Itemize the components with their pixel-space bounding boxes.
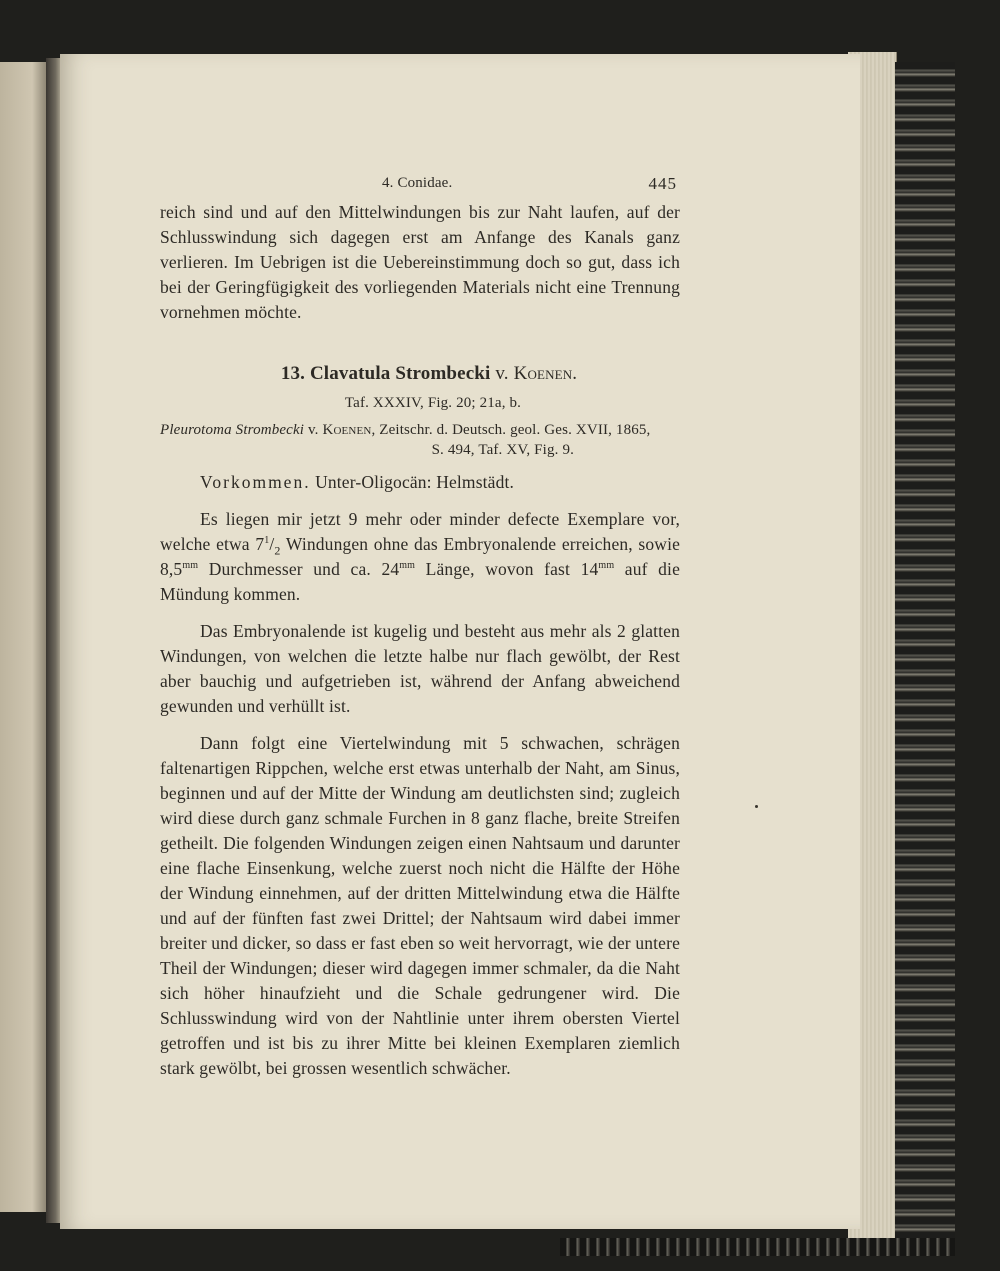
running-header [160, 170, 680, 200]
specimens-text-1: Es liegen mir jetzt 9 mehr oder minder defecte Exemplare vor, welche etwa 7 [160, 509, 680, 554]
synonym-taxon: Pleurotoma Strombecki [160, 422, 305, 438]
fraction-denominator: 2 [274, 543, 281, 558]
species-heading [160, 363, 680, 385]
synonym-citation-line1: , Zeitschr. d. Deutsch. geol. Ges. XVII, 1865, [371, 422, 651, 438]
occurrence-text: Unter-Oligocän: Helmstädt. [315, 472, 515, 492]
unit-mm-1: mm [182, 560, 199, 572]
embryo-paragraph: Das Embryonalende ist kugelig und besteht aus mehr als 2 glatten Windungen, von welchen die letzte halbe nur flach gewölbt, der Rest aber bauchig und aufgetrieben ist, während der Anfang abweichend gewunden und verhüllt ist. [160, 621, 680, 716]
section-title: 4. Conidae. [382, 175, 453, 191]
book-bottom-edge [560, 1238, 955, 1256]
whorls-paragraph: Dann folgt eine Viertelwindung mit 5 schwachen, schrägen faltenartigen Rippchen, welche erst etwas unterhalb der Naht, am Sinus, beginnen und auf der Mitte der Windung am deutlichsten sind; zugleich wird diese durch ganz schmale Furchen in 8 ganz flache, breite Streifen getheilt. Die folgenden Windungen zeigen einen Nahtsaum und darunter eine flache Einsenkung, welche zuerst noch nicht die Hälfte der Höhe der Windung einnehmen, auf der dritten Mittelwindung etwa die Hälfte und auf der fünften fast zwei Drittel; der Nahtsaum wird dabei immer breiter und dicker, so dass er fast eben so weit hervorragt, wie der untere Theil der Windungen; dieser wird dagegen immer schmaler, da die Naht sich höher hinaufzieht und die Schale gedrungener wird. Die Schlusswindung wird von der Nahtlinie unter ihrem obersten Viertel getroffen und ist bis zu ihrer Mitte bei kleinen Exemplaren ziemlich stark gewölbt, bei grossen wesentlich schwächer. [160, 733, 680, 1078]
synonym-line-1 [160, 420, 680, 440]
specimens-text-5: auf die Mündung kommen. [160, 559, 680, 604]
ink-speck [755, 805, 758, 808]
species-name: Clavatula Strombecki [309, 363, 491, 384]
specimens-text-4: Länge, wovon fast 14 [415, 559, 599, 579]
page-text-block [160, 170, 680, 1081]
specimens-text-3: Durchmesser und ca. 24 [198, 559, 400, 579]
occurrence-line [160, 470, 680, 495]
fraction-numerator: 1 [264, 535, 270, 547]
synonym-citation [160, 420, 680, 460]
left-page-edge [0, 62, 46, 1212]
page-number: 445 [648, 174, 677, 193]
plate-reference: Taf. XXXIV, Fig. 20; 21a, b. [344, 395, 522, 411]
intro-paragraph: reich sind und auf den Mittelwindungen bis zur Naht laufen, auf der Schlusswindung sich dagegen erst am Anfange des Kanals ganz verlieren. Im Uebrigen ist die Uebereinstimmung doch so gut, dass ich bei der Geringfügigkeit des vorliegenden Materials nicht eine Trennung vornehmen möchte. [160, 202, 680, 322]
book-binding-edge [895, 62, 955, 1252]
unit-mm-3: mm [598, 560, 615, 572]
species-author-prefix: v. [495, 363, 509, 384]
synonym-citation-line2: S. 494, Taf. XV, Fig. 9. [431, 442, 574, 458]
species-author: Koenen. [513, 363, 578, 384]
synonym-author-prefix: v. [308, 422, 319, 438]
specimens-text-2: Windungen ohne das Embryonalende erreichen, sowie 8,5 [160, 534, 680, 579]
synonym-author: Koenen [322, 422, 372, 438]
occurrence-label: Vorkommen. [200, 472, 311, 492]
unit-mm-2: mm [399, 560, 416, 572]
specimens-paragraph: Es liegen mir jetzt 9 mehr oder minder defecte Exemplare vor, welche etwa $7^1/_2$ Windungen ohne das Embryonalende erreichen, sowie $8,5^{mm}$ Durchmesser und ca. $24^{mm}$ Länge, wovon fast $14^{mm}$ auf die Mündung kommen. [160, 509, 680, 604]
species-number: 13. [280, 363, 306, 384]
